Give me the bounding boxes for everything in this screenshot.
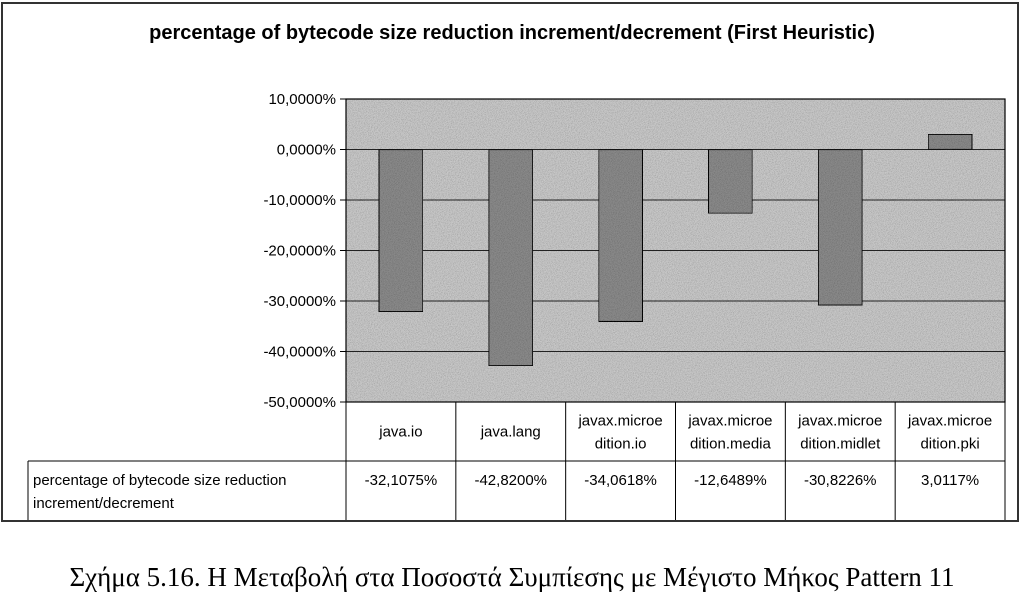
- bar: [379, 150, 423, 312]
- data-label: -12,6489%: [694, 472, 767, 489]
- y-tick-label: -30,0000%: [263, 293, 336, 310]
- bar: [599, 150, 643, 322]
- bar: [928, 134, 972, 149]
- y-tick-label: -20,0000%: [263, 242, 336, 260]
- y-tick-label: -50,0000%: [263, 394, 336, 411]
- data-label: -32,1075%: [364, 472, 438, 489]
- y-tick-label: -40,0000%: [263, 343, 336, 361]
- series-name-label: increment/decrement: [33, 495, 174, 512]
- figure-caption: Σχήμα 5.16. Η Μεταβολή στα Ποσοστά Συμπίεσης με Μέγιστο Μήκος Pattern 11: [69, 562, 955, 592]
- category-label: dition.media: [689, 435, 771, 453]
- category-label: java.io: [379, 423, 423, 441]
- category-label: javax.microe: [688, 412, 773, 430]
- bar: [708, 150, 752, 214]
- category-label: javax.microe: [798, 412, 883, 430]
- series-name-label: percentage of bytecode size reduction: [33, 472, 287, 489]
- data-label: -30,8226%: [803, 472, 877, 489]
- data-label: -34,0618%: [584, 472, 657, 489]
- y-tick-label: -10,0000%: [263, 192, 336, 209]
- y-tick-label: 0,0000%: [276, 141, 336, 159]
- y-tick-label: 10,0000%: [268, 91, 336, 108]
- category-label: java.lang: [480, 423, 541, 441]
- data-label: -42,8200%: [474, 472, 548, 489]
- chart-title: percentage of bytecode size reduction increment/decrement (First Heuristic): [149, 22, 875, 44]
- bar: [489, 150, 533, 366]
- data-label: 3,0117%: [921, 472, 980, 489]
- category-label: dition.io: [594, 435, 647, 453]
- category-label: dition.midlet: [800, 435, 881, 453]
- category-label: dition.pki: [920, 435, 980, 453]
- category-label: javax.microe: [578, 412, 663, 430]
- category-label: javax.microe: [907, 412, 993, 430]
- chart-svg: [3, 4, 1017, 520]
- bar: [818, 150, 862, 306]
- chart-frame: [1, 2, 1019, 522]
